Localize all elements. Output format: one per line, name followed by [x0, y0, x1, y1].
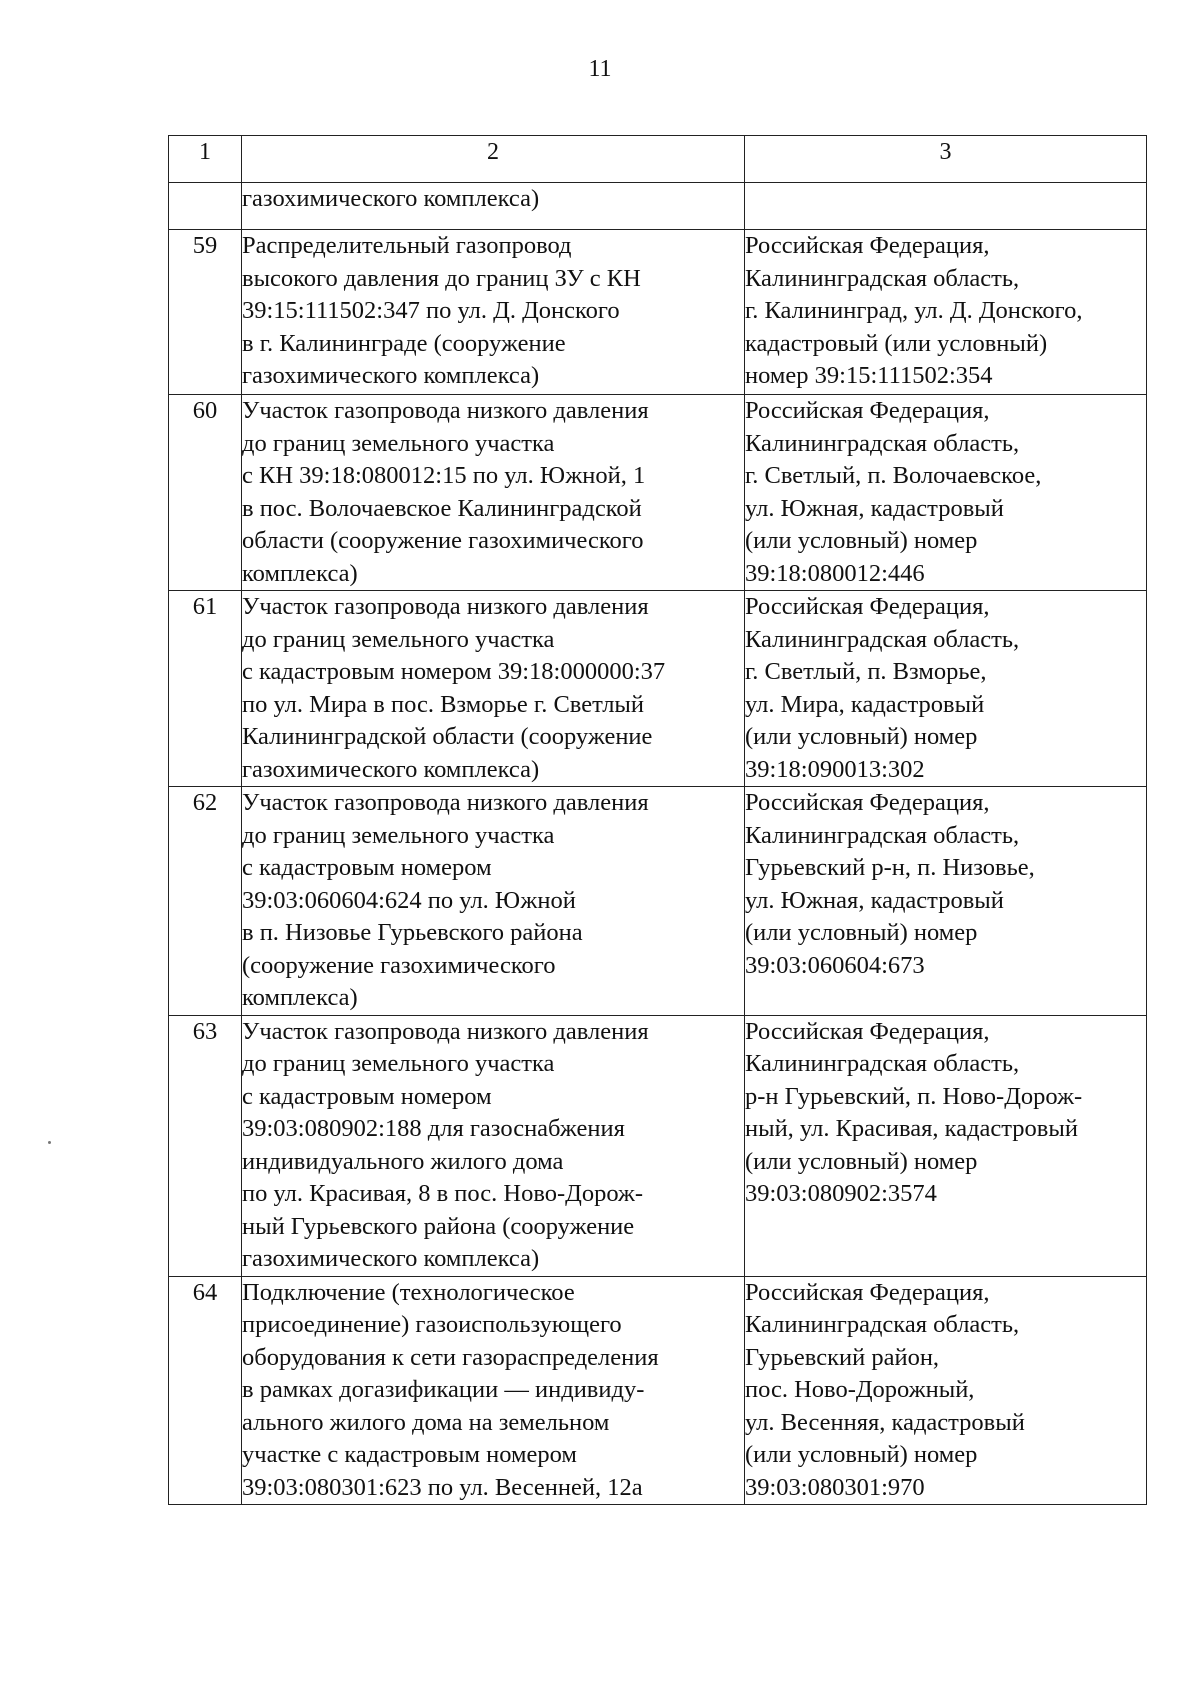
table-row [169, 395, 1147, 591]
address-line: (или условный) номер [745, 527, 978, 554]
address-line: 39:18:090013:302 [745, 755, 925, 783]
address-line: 39:03:080301:970 [745, 1473, 925, 1501]
object-description-line: в г. Калининграде (сооружение [242, 329, 566, 357]
address-line: (или условный) номер [745, 919, 978, 946]
object-description-line: высокого давления до границ ЗУ с КН [242, 264, 641, 292]
address-line: г. Светлый, п. Волочаевское, [745, 462, 1042, 489]
object-description-line: Участок газопровода низкого давления [242, 593, 649, 620]
row-number: 60 [169, 395, 242, 591]
object-description-line: Калининградской области (сооружение [242, 723, 653, 750]
table-row [169, 230, 1147, 395]
object-description-line: в пос. Волочаевское Калининградской [242, 494, 642, 522]
object-description-line: до границ земельного участка [242, 625, 555, 653]
table-row [169, 183, 1147, 230]
object-description-line: газохимического комплекса) [242, 1245, 540, 1272]
address-line: Гурьевский район, [745, 1343, 940, 1371]
object-description-line: комплекса) [242, 559, 358, 587]
address-line: Гурьевский р-н, п. Низовье, [745, 854, 1035, 881]
header-cell-3: 3 [745, 136, 1147, 183]
object-description-line: области (сооружение газохимического [242, 527, 644, 554]
object-description-cell [242, 1276, 745, 1505]
object-description-line: до границ земельного участка [242, 1050, 555, 1077]
address-line: Калининградская область, [745, 821, 1020, 849]
address-cell [745, 787, 1147, 1016]
address-cell [745, 230, 1147, 395]
row-number: 62 [169, 787, 242, 1016]
address-line: ный, ул. Красивая, кадастровый [745, 1115, 1078, 1142]
address-line: Калининградская область, [745, 1050, 1020, 1077]
table-row [169, 787, 1147, 1016]
object-description-line: индивидуального жилого дома [242, 1147, 564, 1175]
address-line: 39:03:080902:3574 [745, 1180, 937, 1207]
address-line: Российская Федерация, [745, 593, 990, 620]
object-description-line: до границ земельного участка [242, 429, 555, 457]
object-description-line: с КН 39:18:080012:15 по ул. Южной, 1 [242, 462, 646, 489]
row-number [169, 183, 242, 230]
address-line: Российская Федерация, [745, 397, 990, 424]
object-description-cell [242, 230, 745, 395]
object-description-line: 39:15:111502:347 по ул. Д. Донского [242, 297, 620, 324]
object-description-line: газохимического комплекса) [242, 755, 540, 783]
object-description-line: с кадастровым номером [242, 854, 492, 881]
address-line: Российская Федерация, [745, 1278, 990, 1306]
object-description-line: 39:03:060604:624 по ул. Южной [242, 886, 576, 914]
object-description-line: 39:03:080301:623 по ул. Весенней, 12а [242, 1473, 643, 1501]
address-line: (или условный) номер [745, 1441, 978, 1468]
row-number: 61 [169, 591, 242, 787]
table-row [169, 1015, 1147, 1276]
object-description-line: с кадастровым номером 39:18:000000:37 [242, 658, 666, 685]
address-line: Калининградская область, [745, 625, 1020, 653]
object-description-line: ального жилого дома на земельном [242, 1408, 610, 1436]
object-description-line: Участок газопровода низкого давления [242, 1017, 649, 1045]
address-line: 39:18:080012:446 [745, 559, 925, 587]
object-description-line: присоединение) газоиспользующего [242, 1311, 622, 1338]
address-line: пос. Ново-Дорожный, [745, 1376, 975, 1403]
object-description-line: комплекса) [242, 984, 358, 1011]
object-description-line: в п. Низовье Гурьевского района [242, 919, 583, 946]
object-description-line: оборудования к сети газораспределения [242, 1343, 659, 1371]
object-description-cell [242, 183, 745, 230]
object-description-line: газохимического комплекса) [242, 185, 540, 212]
object-description-line: до границ земельного участка [242, 821, 555, 849]
page-number: 11 [588, 56, 612, 82]
address-cell [745, 1015, 1147, 1276]
object-description-cell [242, 1015, 745, 1276]
object-description-line: Участок газопровода низкого давления [242, 789, 649, 816]
address-line: ул. Весенняя, кадастровый [745, 1408, 1025, 1436]
address-line: кадастровый (или условный) [745, 329, 1048, 357]
object-description-cell [242, 591, 745, 787]
address-line: г. Калининград, ул. Д. Донского, [745, 297, 1083, 324]
object-description-line: с кадастровым номером [242, 1082, 492, 1110]
address-line: Калининградская область, [745, 1311, 1020, 1338]
object-description-line: участке с кадастровым номером [242, 1441, 577, 1468]
address-line: номер 39:15:111502:354 [745, 362, 993, 389]
object-description-cell [242, 395, 745, 591]
address-line: Российская Федерация, [745, 1017, 990, 1045]
address-line: ул. Южная, кадастровый [745, 886, 1004, 914]
address-line: ул. Мира, кадастровый [745, 690, 985, 718]
address-line: Калининградская область, [745, 264, 1020, 292]
object-description-line: Участок газопровода низкого давления [242, 397, 649, 424]
object-description-line: 39:03:080902:188 для газоснабжения [242, 1115, 625, 1142]
address-cell [745, 183, 1147, 230]
table-row [169, 1276, 1147, 1505]
row-number: 59 [169, 230, 242, 395]
object-description-line: (сооружение газохимического [242, 951, 556, 979]
address-cell [745, 591, 1147, 787]
row-number: 64 [169, 1276, 242, 1505]
object-description-cell [242, 787, 745, 1016]
object-description-line: по ул. Красивая, 8 в пос. Ново-Дорож- [242, 1180, 644, 1207]
address-line: Российская Федерация, [745, 232, 990, 259]
object-description-line: Подключение (технологическое [242, 1278, 575, 1306]
header-cell-2: 2 [242, 136, 745, 183]
address-cell [745, 395, 1147, 591]
address-line: г. Светлый, п. Взморье, [745, 658, 987, 685]
object-description-line: в рамках догазификации — индивиду- [242, 1376, 645, 1403]
object-description-line: газохимического комплекса) [242, 362, 540, 389]
scan-speck [48, 1141, 51, 1144]
row-number: 63 [169, 1015, 242, 1276]
objects-table [168, 135, 1147, 1505]
address-line: Российская Федерация, [745, 789, 990, 816]
object-description-line: ный Гурьевского района (сооружение [242, 1212, 635, 1240]
address-line: (или условный) номер [745, 1147, 978, 1175]
object-description-line: по ул. Мира в пос. Взморье г. Светлый [242, 690, 644, 718]
object-description-line: Распределительный газопровод [242, 232, 572, 259]
address-line: Калининградская область, [745, 429, 1020, 457]
table-row [169, 591, 1147, 787]
address-line: ул. Южная, кадастровый [745, 494, 1004, 522]
address-line: р-н Гурьевский, п. Ново-Дорож- [745, 1082, 1083, 1110]
address-line: 39:03:060604:673 [745, 951, 925, 979]
table-header-row [169, 136, 1147, 183]
address-line: (или условный) номер [745, 723, 978, 750]
address-cell [745, 1276, 1147, 1505]
header-cell-1: 1 [169, 136, 242, 183]
